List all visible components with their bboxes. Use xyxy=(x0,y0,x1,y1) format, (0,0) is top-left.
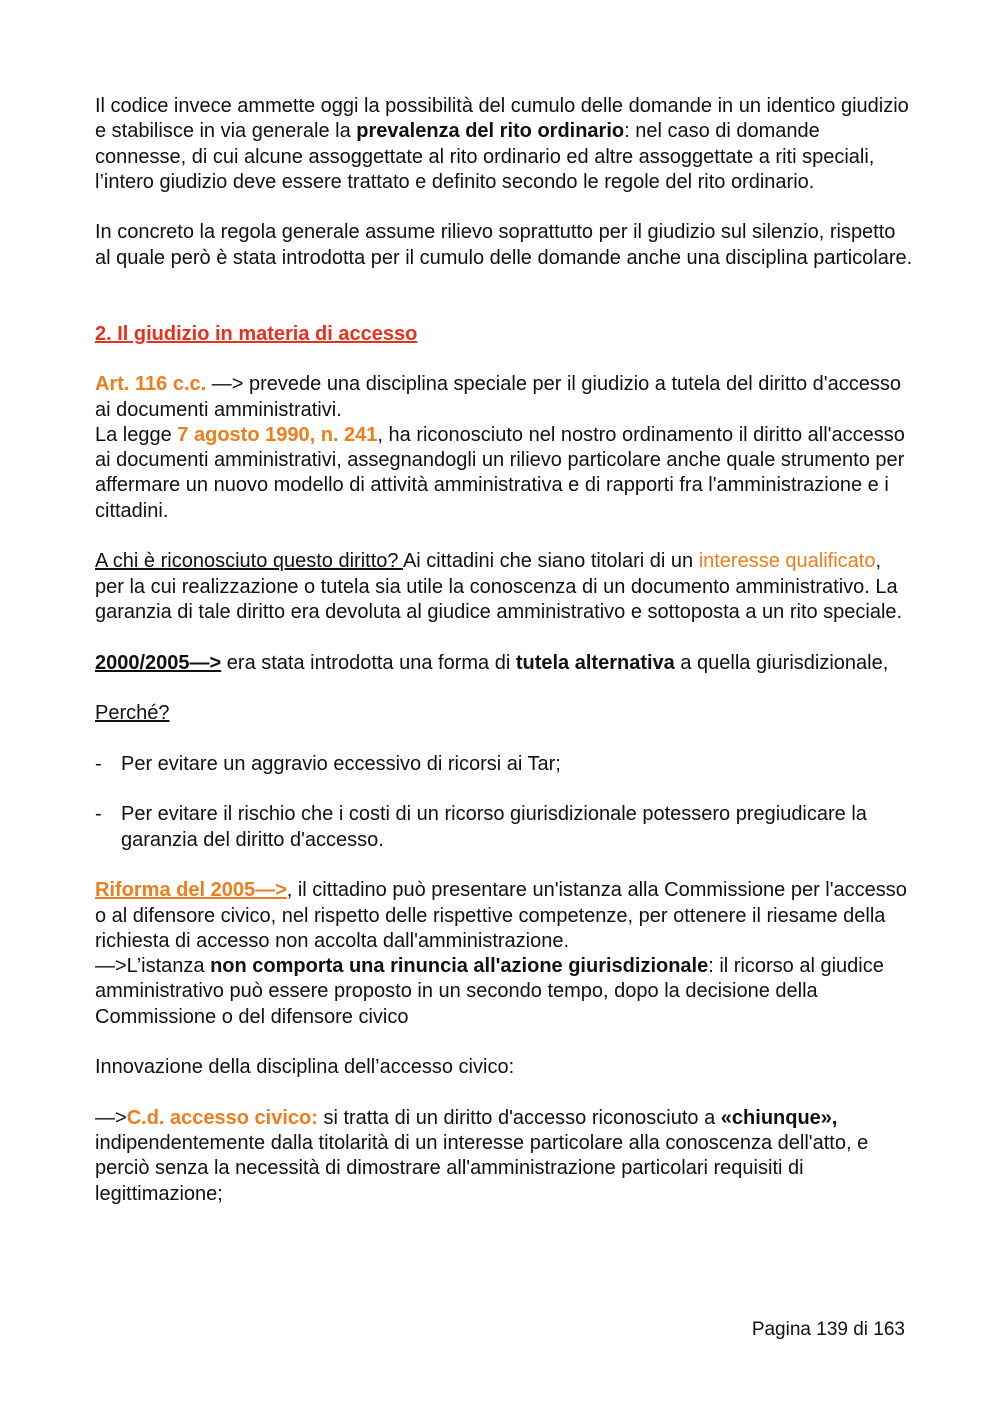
text-span: Ai cittadini che siano titolari di un xyxy=(402,550,699,573)
text-span: —> prevede una disciplina speciale per il giudizio a tutela del diritto d'accesso ai documenti amministrativi. xyxy=(95,373,901,421)
text-span: si tratta di un diritto d'accesso riconosciuto a xyxy=(317,1106,721,1129)
paragraph-silenzio: In concreto la regola generale assume rilievo soprattutto per il giudizio sul silenzio, rispetto al quale però è stata introdotta per il cumulo delle domande anche una disciplina particolare. xyxy=(95,221,913,269)
term-accesso-civico: C.d. accesso civico: xyxy=(126,1106,318,1129)
text-span: : il ricorso al giudice amministrativo può essere proposto in un secondo tempo, dopo la decisione della Commissione o del difensore civico xyxy=(95,955,884,1028)
bold-term: non comporta una rinuncia all'azione giurisdizionale xyxy=(210,955,709,978)
text-span: La legge xyxy=(95,423,178,446)
highlight-term: interesse qualificato xyxy=(698,550,876,573)
list-item xyxy=(95,752,915,777)
list-item xyxy=(95,802,915,853)
text-span: a quella giurisdizionale, xyxy=(674,651,889,674)
page-number: Pagina 139 di 163 xyxy=(751,1319,905,1340)
list-item-text: Per evitare un aggravio eccessivo di ricorsi ai Tar; xyxy=(121,752,561,775)
paragraph-innovazione: Innovazione della disciplina dell’accesso civico: xyxy=(95,1056,515,1079)
article-ref: Art. 116 c.c. xyxy=(95,373,207,396)
text-span: —> xyxy=(95,1106,127,1129)
text-span: , ha riconosciuto nel nostro ordinamento il diritto all'accesso ai documenti amministrativi, assegnandogli un rilievo particolare anche quale strumento per affermare un nuovo modello di attività amministrativa e di rapporti fra l'amministrazione e i cittadini. xyxy=(95,423,905,522)
question-perche: Perché? xyxy=(95,702,170,725)
bold-term: «chiunque», xyxy=(720,1106,838,1129)
text-span: , il cittadino può presentare un'istanza alla Commissione per l'accesso o al difensore civico, nel rispetto delle rispettive competenze, per ottenere il riesame della richiesta di accesso non accolta dall'amministrazione. xyxy=(95,879,907,952)
paragraph-2000-2005 xyxy=(95,651,915,676)
text-span: era stata introdotta una forma di xyxy=(221,651,516,674)
paragraph-art116 xyxy=(95,372,915,524)
year-ref: 2000/2005—> xyxy=(95,651,222,674)
list-item-text: Per evitare il rischio che i costi di un ricorso giurisdizionale potessero pregiudicare la garanzia del diritto d'accesso. xyxy=(121,803,867,851)
paragraph-accesso-civico xyxy=(95,1106,915,1207)
paragraph-cumulo xyxy=(95,94,915,195)
text-span: Il codice invece ammette oggi la possibilità del cumulo delle domande in un identico giudizio e stabilisce in via generale la xyxy=(95,95,909,143)
paragraph-titolari xyxy=(95,549,915,625)
bold-term: prevalenza del rito ordinario xyxy=(356,120,625,143)
bullet-dash: - xyxy=(95,752,102,775)
law-ref: 7 agosto 1990, n. 241 xyxy=(177,423,378,446)
bullet-dash: - xyxy=(95,803,102,826)
text-span: , per la cui realizzazione o tutela sia utile la conoscenza di un documento amministrativo. La garanzia di tale diritto era devoluta al giudice amministrativo e sottoposta a un rito speciale. xyxy=(95,550,903,623)
section-heading: 2. Il giudizio in materia di accesso xyxy=(95,322,418,345)
document-body xyxy=(95,94,915,1207)
question-text: A chi è riconosciuto questo diritto? xyxy=(95,550,403,573)
bold-term: tutela alternativa xyxy=(515,651,675,674)
text-span: —>L’istanza xyxy=(95,955,211,978)
text-span: indipendentemente dalla titolarità di un interesse particolare alla conoscenza dell'atto, e perciò senza la necessità di dimostrare all'amministrazione particolari requisiti di legittimazione; xyxy=(95,1132,869,1205)
text-span: : nel caso di domande connesse, di cui alcune assoggettate al rito ordinario ed altre assoggettate a riti speciali, l’intero giudizio deve essere trattato e definito secondo le regole del rito ordinario. xyxy=(95,120,875,193)
reform-ref: Riforma del 2005—> xyxy=(95,879,287,902)
paragraph-riforma xyxy=(95,878,915,1030)
